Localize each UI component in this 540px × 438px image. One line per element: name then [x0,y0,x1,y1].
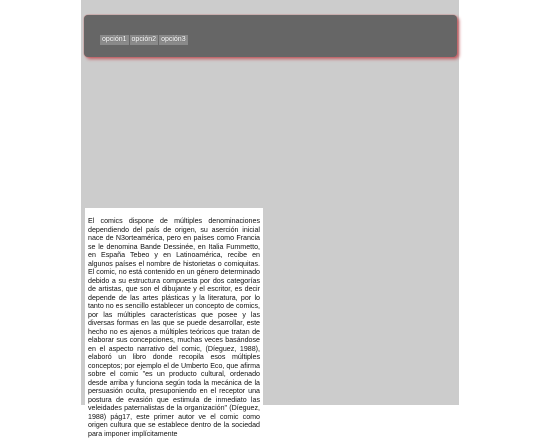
nav-menu [100,35,188,45]
nav-item-opcion3[interactable]: opción3 [161,36,186,43]
page-container [81,0,459,438]
article-body: El comics dispone de múltiples denominaciones dependiendo del país de origen, su aserción inicial nace de N3orteamérica, pero en países como Francia se le denomina Bande Dessinée, en Italia Fummetto, en España Tebeo y en Latinoamérica, recibe en algunos países el nombre de historietas o comiquitas. El comic, no está contenido en un género determinado debido a su estructura compuesta por dos categorías de artistas, que son el dibujante y el escritor, es decir depende de las artes plásticas y la literatura, por lo tanto no es sencillo establecer un concepto de comics, por las múltiples características que posee y las diversas formas en las que se puede desarrollar, este hecho no es ajenos a múltiples teóricos que tratan de elaborar sus concepciones, muchas veces basándose en el aspecto narrativo del comic, (Díeguez, 1988), elaboró un libro donde recopila esos múltiples conceptos; por ejemplo el de Umberto Eco, que afirma sobre el comic "es un producto cultural, ordenado desde arriba y funciona según toda la mecánica de la persuasión oculta, presuponiendo en el receptor una postura de evasión que estimula de inmediato las veleidades paternalistas de la organización" (Díeguez, 1988) pág17, este primer autor ve el comic como origen cultura que se establece dentro de la sociedad para imponer implícitamente [88,217,260,438]
header-bar [84,15,457,57]
nav-item-opcion2[interactable]: opción2 [131,36,157,43]
article-panel [85,208,263,438]
nav-item-opcion1[interactable]: opción1 [102,36,127,43]
